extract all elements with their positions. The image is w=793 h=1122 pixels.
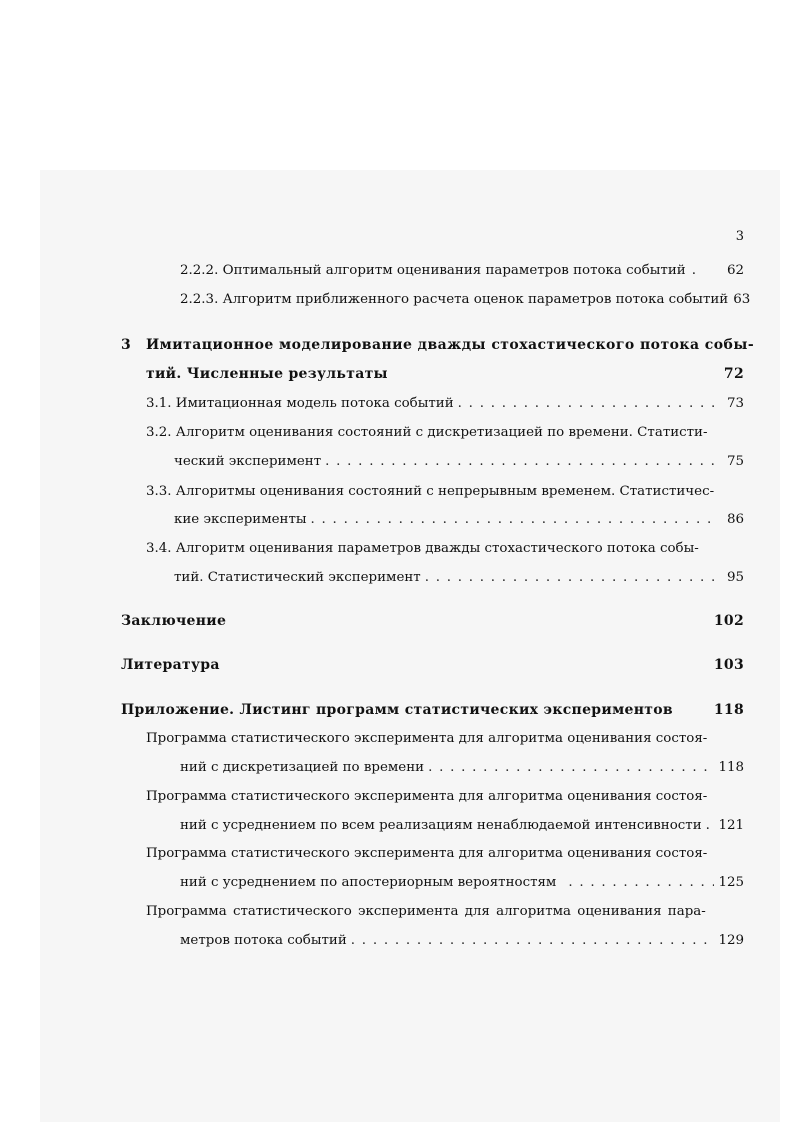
toc-entry-label: метров потока событий (180, 933, 347, 948)
toc-entry-page: 75 (726, 454, 744, 469)
toc-entry-label: ний с усреднением по апостериорным вероятностям (180, 875, 557, 890)
toc-entry-2-2-2[interactable] (180, 263, 744, 279)
toc-entry-label: Литература (121, 657, 220, 673)
toc-entry-label: ний с дискретизацией по времени (180, 760, 425, 775)
toc-entry-label: Программа статистического эксперимента для алгоритма оценивания пара- (146, 904, 706, 919)
toc-entry-program-1-line1[interactable] (146, 731, 744, 747)
toc-entry-program-3-line2[interactable] (180, 875, 744, 891)
toc-entry-dots: . (691, 263, 696, 278)
toc-entry-page: 121 (718, 818, 744, 833)
toc-entry-page: 62 (726, 263, 744, 278)
toc-entry-dots (425, 570, 718, 586)
toc-entry-3-3-line2[interactable] (174, 512, 744, 528)
page-number: 3 (735, 229, 744, 244)
toc-entry-label: ний с усреднением по всем реализациям ненаблюдаемой интенсивности (180, 818, 702, 833)
chapter-number: 3 (121, 337, 131, 353)
toc-entry-dots (351, 933, 715, 949)
toc-entry-3-4-line1[interactable] (146, 541, 744, 557)
toc-entry-page: 118 (718, 760, 744, 775)
toc-chapter-title: Имитационное моделирование дважды стохастического потока собы- (146, 337, 755, 353)
toc-entry-dots (458, 396, 718, 412)
toc-entry-3-2-line1[interactable] (146, 425, 744, 441)
toc-entry-label: тий. Статистический эксперимент (174, 570, 421, 585)
toc-entry-2-2-3[interactable] (180, 292, 751, 308)
toc-entry-page: 73 (726, 396, 744, 411)
toc-entry-label: 3.1. Имитационная модель потока событий (146, 396, 454, 411)
toc-entry-3-1[interactable] (146, 396, 744, 412)
toc-entry-program-2-line2[interactable] (180, 818, 744, 834)
toc-entry-page: 129 (718, 933, 744, 948)
toc-entry-label: Программа статистического эксперимента для алгоритма оценивания состоя- (146, 846, 708, 861)
toc-entry-program-3-line1[interactable] (146, 846, 744, 862)
toc-entry-page: 125 (718, 875, 744, 890)
toc-entry-page: 72 (723, 366, 744, 382)
toc-entry-label: 2.2.2. Оптимальный алгоритм оценивания параметров потока событий (180, 263, 686, 278)
toc-entry-label: Приложение. Листинг программ статистических экспериментов (121, 702, 673, 718)
toc-entry-label: 3.4. Алгоритм оценивания параметров дважды стохастического потока собы- (146, 541, 699, 556)
toc-entry-dots (325, 454, 718, 470)
toc-chapter-3-line1[interactable] (146, 337, 755, 353)
toc-entry-page: 102 (713, 613, 744, 629)
toc-chapter-3-line2[interactable] (146, 366, 744, 382)
toc-entry-3-4-line2[interactable] (174, 570, 744, 586)
toc-entry-program-4-line1[interactable] (146, 904, 744, 920)
toc-entry-dots (568, 875, 714, 891)
toc-entry-label: Программа статистического эксперимента для алгоритма оценивания состоя- (146, 731, 708, 746)
toc-entry-page: 103 (713, 657, 744, 673)
toc-entry-3-2-line2[interactable] (174, 454, 744, 470)
toc-entry-page: 63 (733, 292, 751, 307)
toc-entry-label: 2.2.3. Алгоритм приближенного расчета оценок параметров потока событий (180, 292, 729, 307)
toc-entry-program-2-line1[interactable] (146, 789, 744, 805)
toc-chapter-title: тий. Численные результаты (146, 366, 388, 382)
toc-entry-page: 86 (726, 512, 744, 527)
toc-entry-label: кие эксперименты (174, 512, 307, 527)
toc-entry-label: 3.3. Алгоритмы оценивания состояний с непрерывным временем. Статистичес- (146, 484, 715, 499)
toc-entry-dots (428, 760, 714, 776)
toc-entry-conclusion[interactable] (121, 613, 744, 629)
toc-entry-appendix[interactable] (121, 702, 744, 718)
toc-entry-program-1-line2[interactable] (180, 760, 744, 776)
toc-entry-label: 3.2. Алгоритм оценивания состояний с дискретизацией по времени. Статисти- (146, 425, 708, 440)
toc-entry-dots (311, 512, 718, 528)
toc-entry-literature[interactable] (121, 657, 744, 673)
toc-entry-label: Программа статистического эксперимента для алгоритма оценивания состоя- (146, 789, 708, 804)
toc-entry-3-3-line1[interactable] (146, 484, 744, 500)
toc-entry-page: 118 (713, 702, 744, 718)
toc-entry-label: ческий эксперимент (174, 454, 322, 469)
toc-entry-label: Заключение (121, 613, 227, 629)
toc-entry-dots: . (705, 818, 710, 833)
toc-entry-program-4-line2[interactable] (180, 933, 744, 949)
toc-entry-page: 95 (726, 570, 744, 585)
